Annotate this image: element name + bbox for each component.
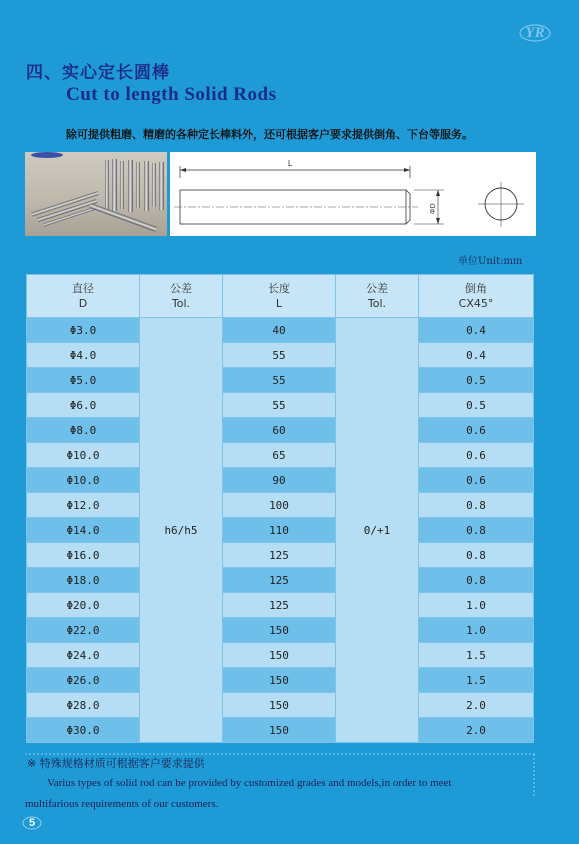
note-cn-text: ※ 特殊规格材质可根据客户要求提供 xyxy=(27,757,205,770)
cell-chamfer: 1.5 xyxy=(419,643,534,668)
spec-table-container xyxy=(26,274,533,742)
cell-diameter: Φ24.0 xyxy=(27,643,140,668)
cell-chamfer: 2.0 xyxy=(419,693,534,718)
cell-length: 125 xyxy=(223,568,336,593)
table-row xyxy=(27,468,534,493)
spec-table xyxy=(26,274,534,743)
cell-diameter: Φ3.0 xyxy=(27,318,140,343)
cell-length: 125 xyxy=(223,593,336,618)
length-label: L xyxy=(288,159,293,168)
cell-length: 150 xyxy=(223,693,336,718)
table-row xyxy=(27,718,534,743)
table-row xyxy=(27,343,534,368)
table-row xyxy=(27,593,534,618)
table-row xyxy=(27,568,534,593)
cell-chamfer: 0.8 xyxy=(419,568,534,593)
rods-photo-illustration xyxy=(25,152,167,236)
cell-length: 60 xyxy=(223,418,336,443)
cell-diameter-tolerance: h6/h5 xyxy=(140,318,223,743)
cell-chamfer: 1.5 xyxy=(419,668,534,693)
cell-chamfer: 0.5 xyxy=(419,393,534,418)
cell-length: 125 xyxy=(223,543,336,568)
header-length-tolerance: 公差 Tol. xyxy=(336,275,419,318)
cell-chamfer: 0.6 xyxy=(419,443,534,468)
diameter-label: ΦD xyxy=(430,203,437,214)
cell-length: 40 xyxy=(223,318,336,343)
cell-chamfer: 0.5 xyxy=(419,368,534,393)
cell-diameter: Φ8.0 xyxy=(27,418,140,443)
unit-label: 单位Unit:mm xyxy=(458,256,523,267)
footer-note xyxy=(25,753,535,815)
cell-length: 90 xyxy=(223,468,336,493)
table-row xyxy=(27,518,534,543)
cell-diameter: Φ18.0 xyxy=(27,568,140,593)
table-row xyxy=(27,543,534,568)
table-row xyxy=(27,643,534,668)
cell-length: 150 xyxy=(223,718,336,743)
table-row xyxy=(27,368,534,393)
cell-chamfer: 2.0 xyxy=(419,718,534,743)
cell-length: 100 xyxy=(223,493,336,518)
table-row xyxy=(27,443,534,468)
cell-diameter: Φ4.0 xyxy=(27,343,140,368)
table-header-row xyxy=(27,275,534,318)
cell-diameter: Φ14.0 xyxy=(27,518,140,543)
header-diameter-tolerance: 公差 Tol. xyxy=(140,275,223,318)
cell-diameter: Φ30.0 xyxy=(27,718,140,743)
cell-chamfer: 0.8 xyxy=(419,543,534,568)
table-row xyxy=(27,393,534,418)
cell-chamfer: 1.0 xyxy=(419,618,534,643)
rods-photo xyxy=(25,152,167,236)
cell-length: 150 xyxy=(223,618,336,643)
cell-chamfer: 0.8 xyxy=(419,518,534,543)
cell-diameter: Φ10.0 xyxy=(27,443,140,468)
rod-dimension-diagram xyxy=(170,152,536,236)
cell-length: 55 xyxy=(223,393,336,418)
intro-text: 除可提供粗磨、精磨的各种定长棒料外，还可根据客户要求提供倒角、下台等服务。 xyxy=(66,128,473,141)
cell-diameter: Φ28.0 xyxy=(27,693,140,718)
note-en-line-2: multifarious requirements of our customers. xyxy=(25,798,219,810)
cell-chamfer: 0.6 xyxy=(419,418,534,443)
rod-technical-drawing xyxy=(170,152,536,236)
cell-diameter: Φ16.0 xyxy=(27,543,140,568)
cell-chamfer: 0.4 xyxy=(419,343,534,368)
section-title-en: Cut to length Solid Rods xyxy=(66,84,277,105)
cell-diameter: Φ26.0 xyxy=(27,668,140,693)
cell-chamfer: 0.6 xyxy=(419,468,534,493)
note-en-line-1: Varius types of solid rod can be provided by customized grades and models,in order to meet xyxy=(47,777,452,789)
table-row xyxy=(27,318,534,343)
table-row xyxy=(27,493,534,518)
cell-length: 150 xyxy=(223,668,336,693)
cell-diameter: Φ12.0 xyxy=(27,493,140,518)
logo-text: YR xyxy=(525,25,545,41)
cell-length: 65 xyxy=(223,443,336,468)
page-number: 5 xyxy=(22,816,42,830)
cell-length-tolerance: 0/+1 xyxy=(336,318,419,743)
table-row xyxy=(27,668,534,693)
header-chamfer: 倒角 CX45° xyxy=(419,275,534,318)
cell-chamfer: 1.0 xyxy=(419,593,534,618)
cell-diameter: Φ22.0 xyxy=(27,618,140,643)
header-length: 长度 L xyxy=(223,275,336,318)
table-row xyxy=(27,693,534,718)
cell-length: 55 xyxy=(223,368,336,393)
cell-diameter: Φ6.0 xyxy=(27,393,140,418)
cell-length: 150 xyxy=(223,643,336,668)
cell-diameter: Φ10.0 xyxy=(27,468,140,493)
cell-diameter: Φ5.0 xyxy=(27,368,140,393)
cell-chamfer: 0.4 xyxy=(419,318,534,343)
cell-length: 55 xyxy=(223,343,336,368)
brand-logo xyxy=(519,24,551,42)
cell-diameter: Φ20.0 xyxy=(27,593,140,618)
cell-chamfer: 0.8 xyxy=(419,493,534,518)
table-row xyxy=(27,618,534,643)
cell-length: 110 xyxy=(223,518,336,543)
section-title-cn: 四、实心定长圆棒 xyxy=(26,63,170,83)
header-diameter: 直径 D xyxy=(27,275,140,318)
table-row xyxy=(27,418,534,443)
